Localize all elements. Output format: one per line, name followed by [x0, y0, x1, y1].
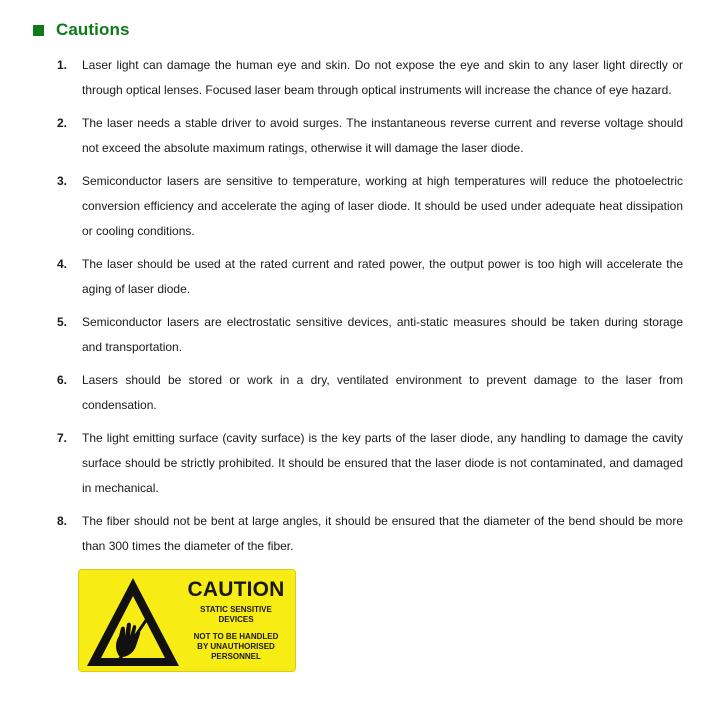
sign-line-2: DEVICES	[218, 615, 254, 624]
caution-number: 5.	[57, 315, 68, 329]
caution-item-3	[57, 169, 683, 244]
caution-text: The laser needs a stable driver to avoid surges. The instantaneous reverse current and reverse voltage should not exceed the absolute maximum ratings, otherwise it will damage the laser diode.	[82, 116, 683, 155]
sign-title: CAUTION	[187, 578, 285, 601]
caution-item-2	[57, 111, 683, 161]
caution-number: 4.	[57, 257, 68, 271]
caution-text: Semiconductor lasers are sensitive to temperature, working at high temperatures will reduce the photoelectric conversion efficiency and accelerate the aging of laser diode. It should be used under adequate heat dissipation or cooling conditions.	[82, 174, 683, 238]
cautions-list	[57, 53, 683, 567]
sign-text-block	[179, 578, 293, 662]
heading-bullet-icon	[33, 25, 44, 36]
caution-item-8	[57, 509, 683, 559]
section-title: Cautions	[56, 20, 130, 39]
caution-number: 2.	[57, 116, 68, 130]
caution-item-6	[57, 368, 683, 418]
caution-text: The light emitting surface (cavity surface) is the key parts of the laser diode, any handling to damage the cavity surface should be strictly prohibited. It should be ensured that the laser diode is not contaminated, and damaged in mechanical.	[82, 431, 683, 495]
caution-number: 8.	[57, 514, 68, 528]
caution-item-1	[57, 53, 683, 103]
caution-text: Lasers should be stored or work in a dry, ventilated environment to prevent damage to the laser from condensation.	[82, 373, 683, 412]
caution-text: Semiconductor lasers are electrostatic sensitive devices, anti-static measures should be taken during storage and transportation.	[82, 315, 683, 354]
caution-sign	[78, 569, 296, 672]
caution-number: 6.	[57, 373, 68, 387]
sign-line-1: STATIC SENSITIVE	[200, 605, 272, 614]
caution-number: 3.	[57, 174, 68, 188]
caution-text: The fiber should not be bent at large angles, it should be ensured that the diameter of the bend should be more than 300 times the diameter of the fiber.	[82, 514, 683, 553]
sign-line-5: PERSONNEL	[211, 652, 261, 661]
section-heading	[33, 20, 130, 40]
esd-warning-icon	[85, 576, 181, 668]
sign-line-3: NOT TO BE HANDLED	[193, 632, 279, 641]
caution-text: Laser light can damage the human eye and skin. Do not expose the eye and skin to any laser light directly or through optical lenses. Focused laser beam through optical instruments will increase the chance of eye hazard.	[82, 58, 683, 97]
caution-text: The laser should be used at the rated current and rated power, the output power is too high will accelerate the aging of laser diode.	[82, 257, 683, 296]
sign-line-4: BY UNAUTHORISED	[197, 642, 275, 651]
caution-item-5	[57, 310, 683, 360]
caution-number: 7.	[57, 431, 68, 445]
caution-item-4	[57, 252, 683, 302]
caution-item-7	[57, 426, 683, 501]
caution-number: 1.	[57, 58, 68, 72]
